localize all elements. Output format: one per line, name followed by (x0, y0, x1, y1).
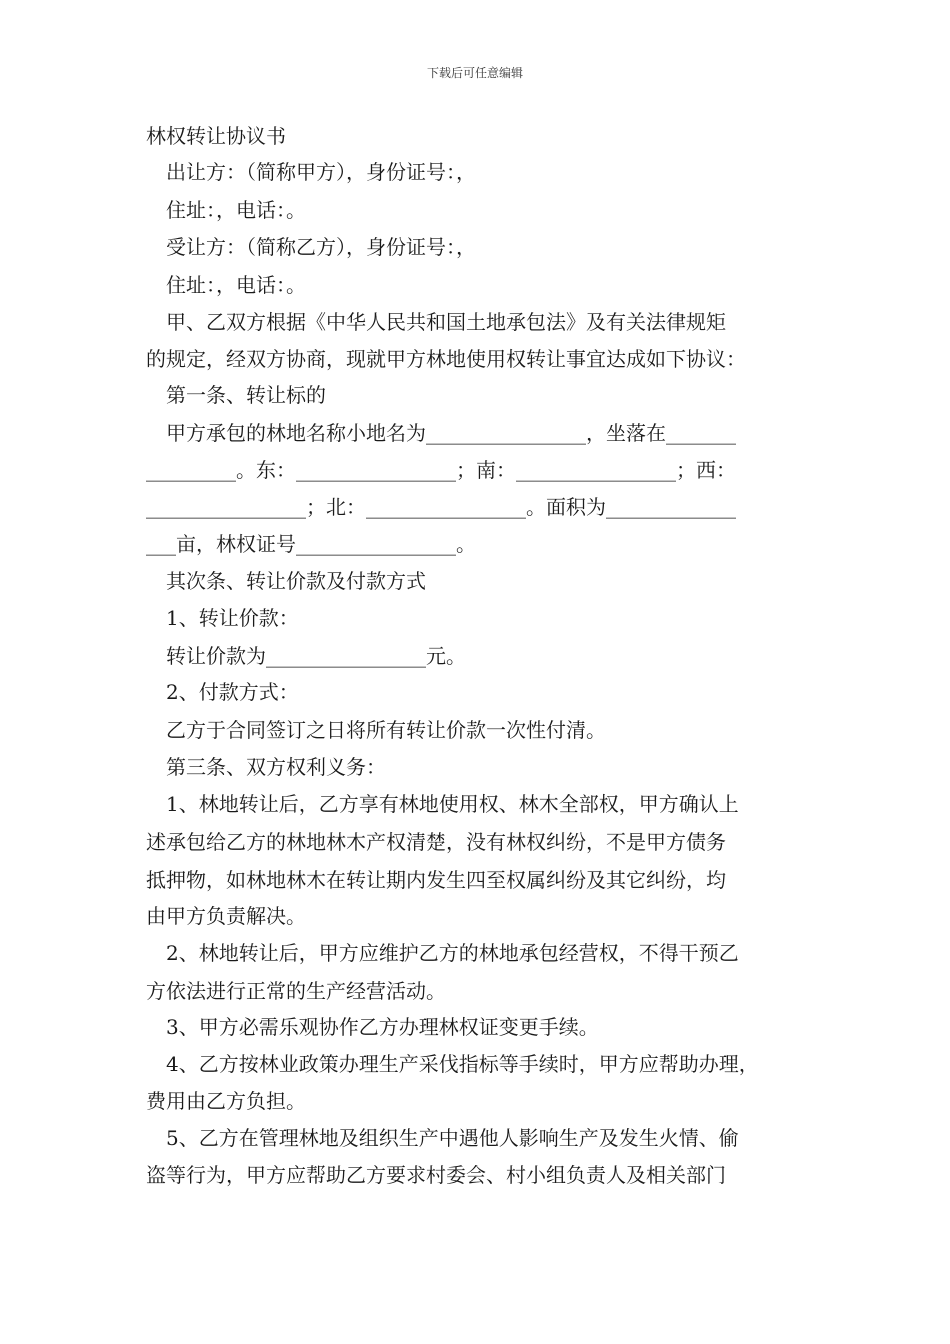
line-transferor-address: 住址：，电话：。 (166, 198, 306, 222)
paragraph-line: 述承包给乙方的林地林木产权清楚，没有林权纠纷，不是甲方债务 (146, 830, 726, 854)
paragraph-line: 费用由乙方负担。 (146, 1089, 306, 1113)
page-header-note: 下载后可任意编辑 (426, 66, 523, 80)
line-transferor: 出让方：（简称甲方），身份证号：， (166, 160, 476, 184)
paragraph-line: 5、乙方在管理林地及组织生产中遇他人影响生产及发生火情、偷 (166, 1126, 739, 1150)
paragraph-line: 盗等行为，甲方应帮助乙方要求村委会、村小组负责人及相关部门 (146, 1163, 726, 1187)
paragraph-line: 的规定，经双方协商，现就甲方林地使用权转让事宜达成如下协议： (146, 347, 746, 371)
paragraph-line: 抵押物，如林地林木在转让期内发生四至权属纠纷及其它纠纷，均 (146, 868, 726, 892)
paragraph-line: _________。东：________________；南：________________；西： (146, 458, 736, 482)
paragraph-line: 1、林地转让后，乙方享有林地使用权、林木全部权，甲方确认上 (166, 792, 739, 816)
paragraph-line: 乙方于合同签订之日将所有转让价款一次性付清。 (166, 718, 606, 742)
clause-heading: 1、转让价款： (166, 606, 299, 630)
paragraph-line: ___亩，林权证号________________。 (146, 532, 476, 556)
paragraph-line: ________________；北：________________。面积为_____________ (146, 495, 736, 519)
line-transferee: 受让方：（简称乙方），身份证号：， (166, 235, 476, 259)
clause-heading: 2、付款方式： (166, 680, 299, 704)
paragraph-line: 2、林地转让后，甲方应维护乙方的林地承包经营权，不得干预乙 (166, 941, 739, 965)
article-heading: 其次条、转让价款及付款方式 (166, 569, 426, 593)
paragraph-line: 4、乙方按林业政策办理生产采伐指标等手续时，甲方应帮助办理， (166, 1052, 759, 1076)
article-heading: 第一条、转让标的 (166, 383, 326, 407)
article-heading: 第三条、双方权利义务： (166, 755, 386, 779)
document-title: 林权转让协议书 (146, 124, 286, 148)
paragraph-line: 3、甲方必需乐观协作乙方办理林权证变更手续。 (166, 1015, 599, 1039)
paragraph-line: 甲方承包的林地名称小地名为________________，坐落在_______ (166, 421, 736, 445)
line-transferee-address: 住址：，电话：。 (166, 273, 306, 297)
paragraph-line: 方依法进行正常的生产经营活动。 (146, 979, 446, 1003)
paragraph-line: 由甲方负责解决。 (146, 904, 306, 928)
paragraph-line: 转让价款为________________元。 (166, 644, 466, 668)
paragraph-line: 甲、乙双方根据《中华人民共和国土地承包法》及有关法律规矩 (166, 310, 726, 334)
